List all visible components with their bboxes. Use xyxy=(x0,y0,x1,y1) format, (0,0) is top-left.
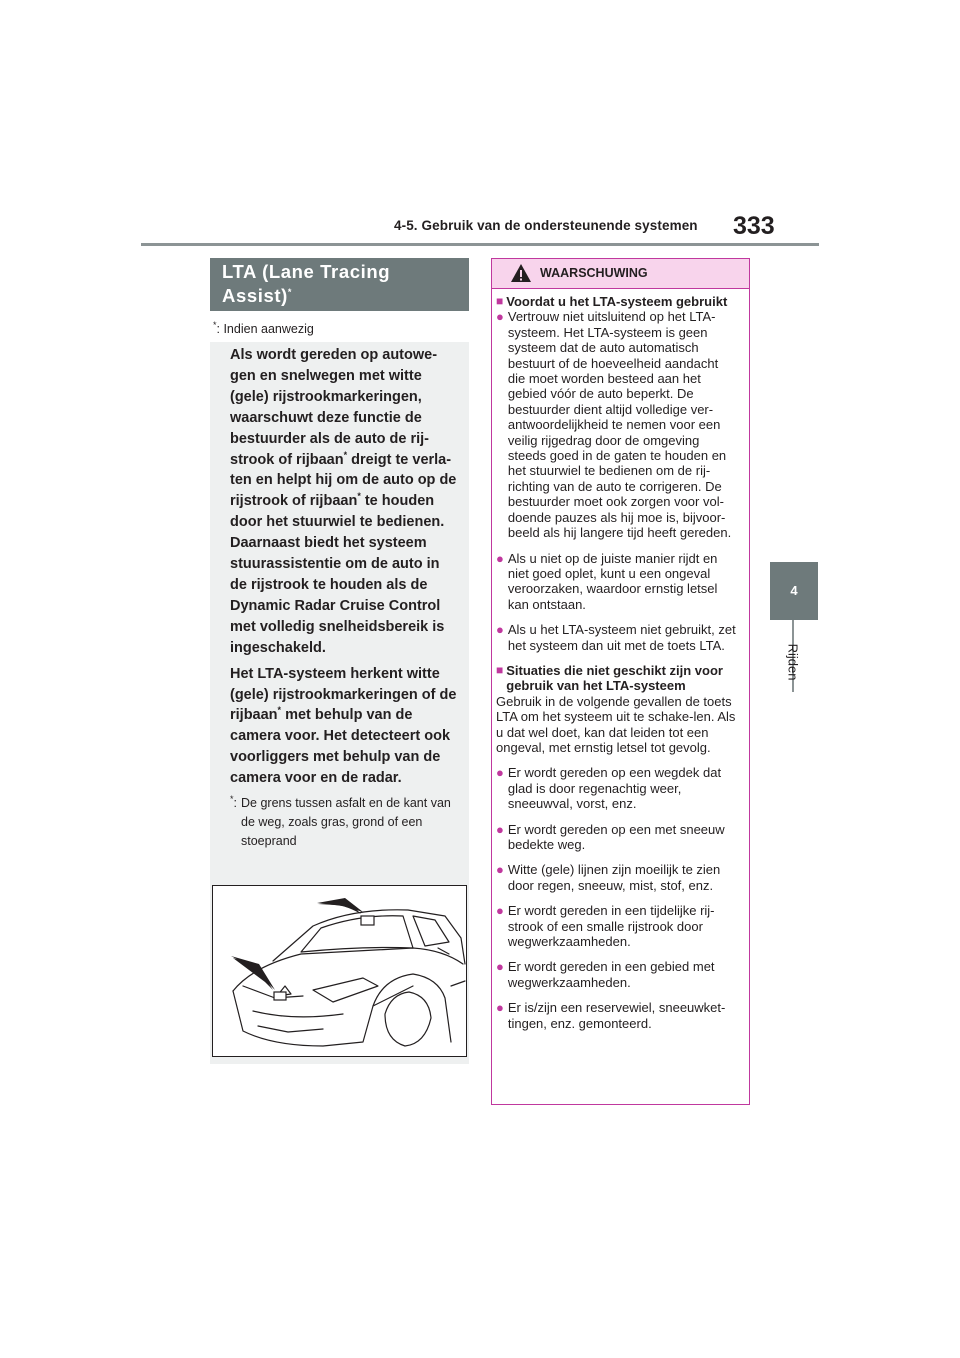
warning-bullet-text: Er wordt gereden op een met sneeuw bedekte weg. xyxy=(507,821,725,852)
heading-line1: LTA (Lane Tracing xyxy=(222,261,391,282)
intro1-line: gen en snelwegen met witte xyxy=(230,367,422,384)
warning-bullet-text: Witte (gele) lijnen zijn moeilijk te zien door regen, sneeuw, mist, stof, enz. xyxy=(507,862,721,893)
square-bullet-icon: ■ xyxy=(496,662,504,677)
warning-bullet xyxy=(496,765,739,811)
intro1-line: strook of rijbaan* dreigt te verla- xyxy=(230,449,452,468)
warning-bullet-text: Er wordt gereden op een wegdek dat glad is door regenachtig weer, sneeuwval, vorst, enz. xyxy=(507,765,722,812)
warning-bullet-text: Er is/zijn een reservewiel, sneeuwket-tingen, enz. gemonteerd. xyxy=(507,1000,726,1031)
intro1-line: door het stuurwiel te bedienen. xyxy=(230,514,445,531)
intro2-line: camera voor en de radar. xyxy=(230,770,402,787)
intro1-line: stuurassistentie om de auto in xyxy=(230,556,440,573)
intro-paragraph-1 xyxy=(230,345,459,659)
circle-bullet-icon: ● xyxy=(496,622,504,638)
warning-bullet-text: Als u niet op de juiste manier rijdt en niet goed oplet, kunt u een ongeval veroorzaken, waardoor ernstig letsel kan ontstaan. xyxy=(507,550,718,612)
warning-box xyxy=(491,258,750,1105)
warning-content xyxy=(492,289,749,1031)
warning-bullet xyxy=(496,622,739,653)
intro1-line: Als wordt gereden op autowe- xyxy=(230,347,438,363)
intro2-line: rijbaan* met behulp van de xyxy=(230,705,413,724)
warning-triangle-icon xyxy=(510,263,532,283)
warning-list-2 xyxy=(496,765,739,1031)
suv-camera-drawing xyxy=(213,886,466,1056)
circle-bullet-icon: ● xyxy=(496,862,504,878)
warning-heading-2: ■ Situaties die niet geschikt zijn voor gebruik van het LTA-systeem xyxy=(496,662,723,694)
section-heading xyxy=(210,258,469,311)
heading-line2: Assist)* xyxy=(222,285,292,306)
circle-bullet-icon: ● xyxy=(496,903,504,919)
intro2-line: Het LTA-systeem herkent witte xyxy=(230,665,440,682)
car-illustration xyxy=(212,885,467,1057)
heading-mark: * xyxy=(287,286,292,297)
intro1-line: bestuurder als de auto de rij- xyxy=(230,430,430,447)
warning-bullet xyxy=(496,551,739,613)
intro2-line: voorliggers met behulp van de xyxy=(230,749,441,766)
intro1-line: (gele) rijstrookmarkeringen, xyxy=(230,388,422,405)
intro2-line: (gele) rijstrookmarkeringen of de xyxy=(230,686,457,703)
warning-bullet xyxy=(496,309,739,540)
intro1-line: waarschuwt deze functie de xyxy=(230,409,422,426)
warning-bullet xyxy=(496,903,739,949)
section-title: 4-5. Gebruik van de ondersteunende systemen xyxy=(394,218,698,233)
warning-bullet-text: Er wordt gereden in een tijdelijke rij-strook of een smalle rijstrook door wegwerkzaamheden. xyxy=(507,903,715,950)
chapter-label xyxy=(781,632,805,692)
intro1-line: Daarnaast biedt het systeem xyxy=(230,535,427,552)
intro1-line: ingeschakeld. xyxy=(230,639,326,656)
chapter-label-text: Rijden xyxy=(785,643,801,681)
warning-intro-2: Gebruik in de volgende gevallen de toets LTA om het systeem uit te schake-len. Als u dat wel doet, kan dat leiden tot een ongeval, met ernstig letsel tot gevolg. xyxy=(496,693,736,755)
warning-bullet xyxy=(496,862,739,893)
warning-bullet-text: Vertrouw niet uitsluitend op het LTA-systeem. Het LTA-systeem is geen systeem dat de auto automatisch bestuurt of de hoeveelheid aandacht die moet worden besteed aan het gebied vóór de auto beperkt. De bestuurder dient altijd volledige ver-antwoordelijkheid te nemen voor een veilig rijgedrag door de omgeving steeds goed in de gaten te houden en het stuurwiel te bedienen om de rij-richting van de auto te corrigeren. De bestuurder moet ook zorgen voor vol-doende pauzes als hij moe is, bijvoor-beeld als hij langere tijd heeft gereden. xyxy=(507,309,732,541)
warning-list-1 xyxy=(496,309,739,653)
intro1-line: de rijstrook te houden als de xyxy=(230,576,428,593)
circle-bullet-icon: ● xyxy=(496,1000,504,1016)
circle-bullet-icon: ● xyxy=(496,550,504,566)
intro2-line: camera voor. Het detecteert ook xyxy=(230,728,451,745)
circle-bullet-icon: ● xyxy=(496,765,504,781)
circle-bullet-icon: ● xyxy=(496,309,504,325)
warning-bullet xyxy=(496,1000,739,1031)
header-rule xyxy=(141,243,819,246)
square-bullet-icon: ■ xyxy=(496,294,504,308)
page-number: 333 xyxy=(733,212,775,240)
intro1-line: rijstrook of rijbaan* te houden xyxy=(230,491,435,510)
circle-bullet-icon: ● xyxy=(496,959,504,975)
warning-header xyxy=(492,259,749,289)
intro1-line: Dynamic Radar Cruise Control xyxy=(230,597,441,614)
intro1-line: ten en helpt hij om de auto op de xyxy=(230,472,457,489)
warning-bullet xyxy=(496,959,739,990)
intro1-line: met volledig snelheidsbereik is xyxy=(230,618,445,635)
chapter-tab: 4 xyxy=(770,562,818,620)
circle-bullet-icon: ● xyxy=(496,821,504,837)
road-edge-note: *: De grens tussen asfalt en de kant van de weg, zoals gras, grond of een stoeprand xyxy=(230,793,451,849)
warning-bullet xyxy=(496,822,739,853)
warning-title: WAARSCHUWING xyxy=(540,266,648,280)
warning-bullet-text: Er wordt gereden in een gebied met wegwerkzaamheden. xyxy=(507,959,715,990)
warning-bullet-text: Als u het LTA-systeem niet gebruikt, zet het systeem dan uit met de toets LTA. xyxy=(507,622,736,653)
intro-paragraph-2 xyxy=(230,664,459,789)
availability-note: *: Indien aanwezig xyxy=(213,319,314,336)
warning-heading-1: ■ Voordat u het LTA-systeem gebruikt xyxy=(496,294,728,309)
